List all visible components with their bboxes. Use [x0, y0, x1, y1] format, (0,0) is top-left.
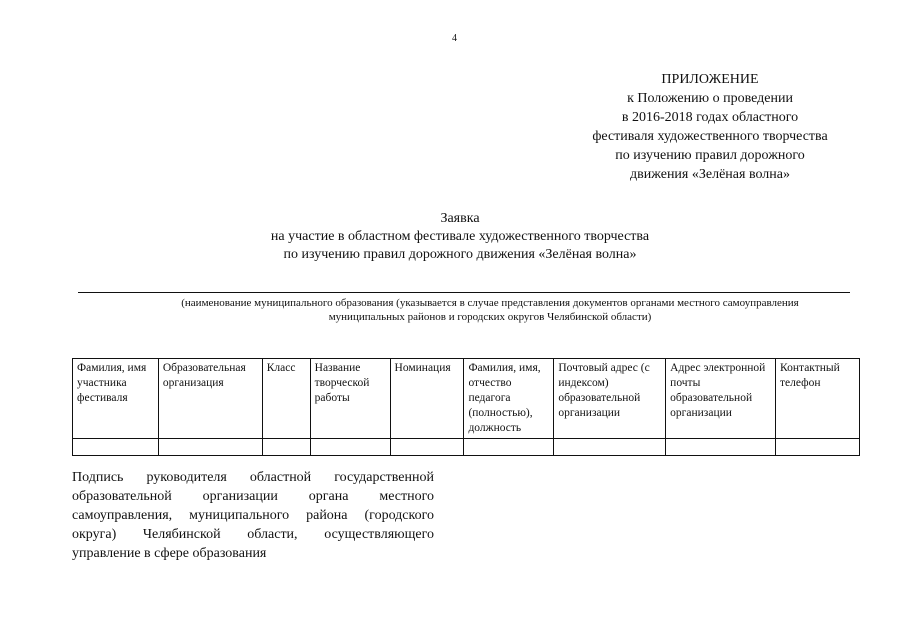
municipality-caption-line: муниципальных районов и городских округов Челябинской области) — [328, 311, 652, 323]
table-cell[interactable] — [390, 439, 464, 456]
column-header-participant: Фамилия, имя участника фестиваля — [73, 359, 159, 439]
table-cell[interactable] — [554, 439, 666, 456]
appendix-line: движения «Зелёная волна» — [630, 167, 790, 182]
table-header-row — [73, 359, 860, 439]
request-line: по изучению правил дорожного движения «Зелёная волна» — [283, 247, 637, 262]
municipality-fill-line — [78, 292, 850, 293]
table-cell[interactable] — [310, 439, 390, 456]
column-header-nomination: Номинация — [390, 359, 464, 439]
appendix-line: в 2016-2018 годах областного — [621, 110, 799, 125]
column-header-grade: Класс — [262, 359, 310, 439]
table-cell[interactable] — [158, 439, 262, 456]
column-header-postal-address: Почтовый адрес (с индексом) образовательной организации — [554, 359, 666, 439]
table-cell[interactable] — [776, 439, 860, 456]
table-cell[interactable] — [464, 439, 554, 456]
column-header-organization: Образовательная организация — [158, 359, 262, 439]
page-number: 4 — [452, 33, 457, 44]
signature-text: Подпись руководителя областной государственной образовательной организации органа местного самоуправления, муниципального района (городского округа) Челябинской области, осуществляющего управление в сфере образования — [72, 470, 434, 561]
table-cell[interactable] — [666, 439, 776, 456]
request-block — [160, 210, 760, 264]
request-line: на участие в областном фестивале художественного творчества — [270, 229, 650, 244]
appendix-title: ПРИЛОЖЕНИЕ — [661, 72, 759, 87]
appendix-line: по изучению правил дорожного — [615, 148, 805, 163]
table-row — [73, 439, 860, 456]
column-header-phone: Контактный телефон — [776, 359, 860, 439]
municipality-caption-line: (наименование муниципального образования (указывается в случае представления документов органами местного самоуправления — [181, 297, 799, 309]
table-cell[interactable] — [262, 439, 310, 456]
column-header-work-title: Название творческой работы — [310, 359, 390, 439]
applicants-table — [72, 358, 860, 456]
municipality-caption — [105, 296, 875, 324]
table-cell[interactable] — [73, 439, 159, 456]
appendix-line: к Положению о проведении — [627, 91, 793, 106]
column-header-teacher: Фамилия, имя, отчество педагога (полностью), должность — [464, 359, 554, 439]
column-header-email: Адрес электронной почты образовательной организации — [666, 359, 776, 439]
appendix-block — [560, 70, 860, 184]
appendix-line: фестиваля художественного творчества — [592, 129, 828, 144]
request-title: Заявка — [440, 211, 480, 226]
